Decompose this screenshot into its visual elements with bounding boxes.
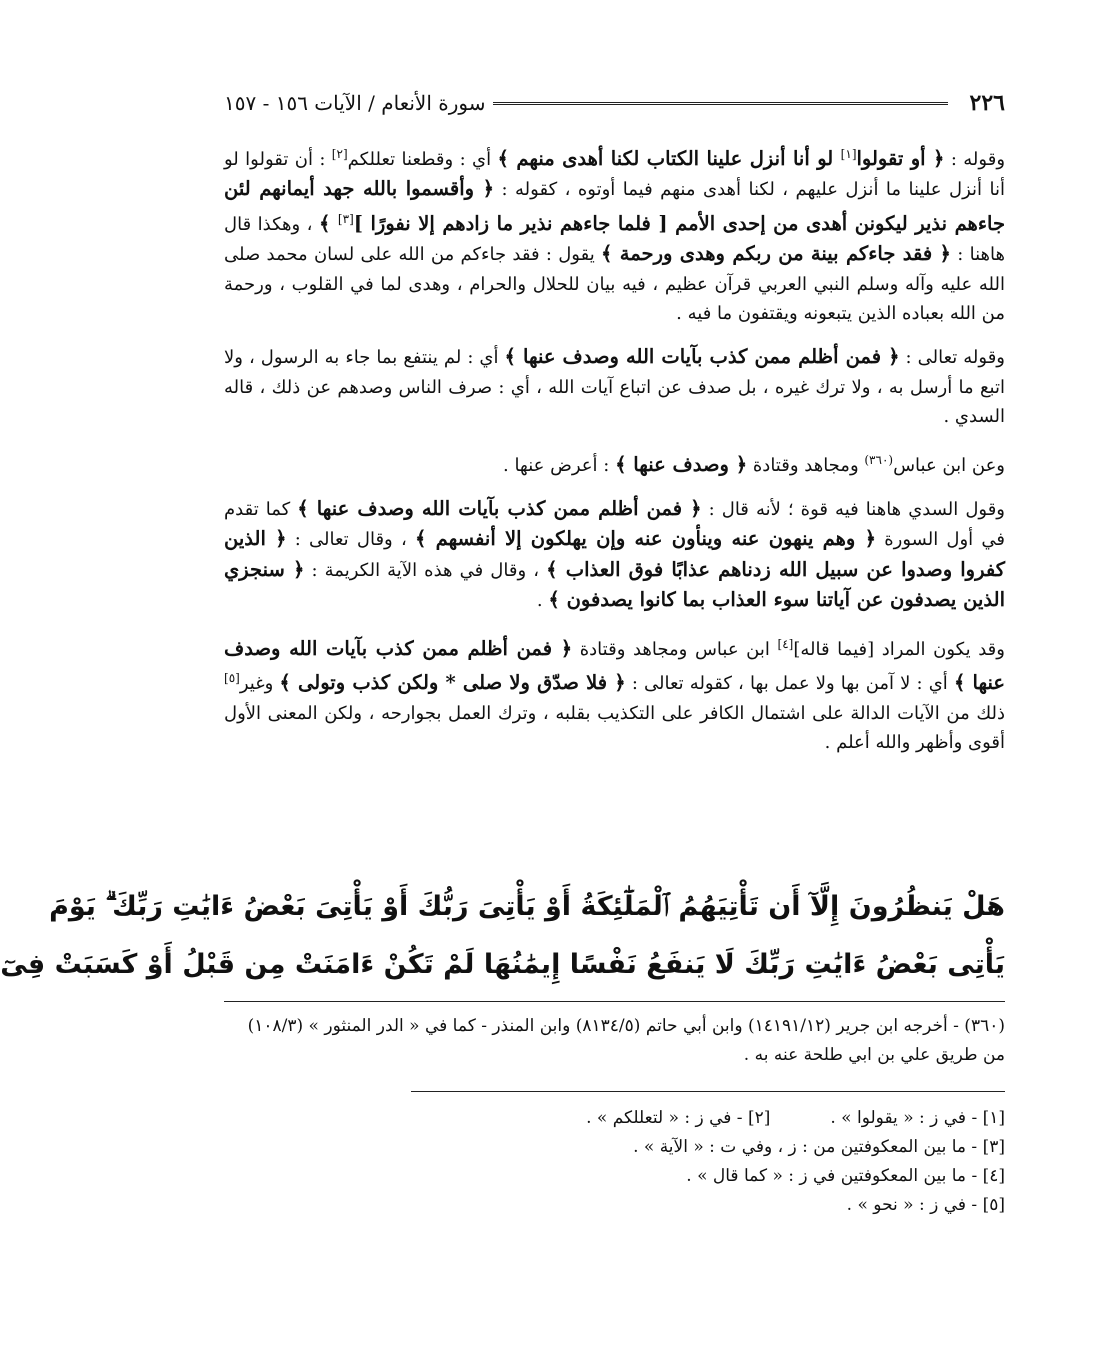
- text-run: ، وقال في هذه الآية الكريمة :: [304, 559, 547, 581]
- quran-quote: ﴿ فمن أظلم ممن كذب بآيات الله وصدف عنها ﴾: [504, 345, 900, 369]
- quran-quote: ﴾: [318, 211, 338, 235]
- note-5: [٥] - في ز : « نحو » .: [846, 1195, 1005, 1215]
- footnote-ref[interactable]: (٣٦٠): [864, 452, 894, 467]
- text-run: ابن عباس ومجاهد وقتادة: [572, 638, 778, 660]
- text-run: : أن تقولوا لو أنا أنزل علينا ما أنزل عليهم ، لكنا أهدى منهم فيما أوتوه ، كقوله :: [224, 149, 1005, 201]
- quran-quote: ﴿ فلا صدّق ولا صلى * ولكن كذب وتولى ﴾: [279, 671, 626, 695]
- verse-line-1: هَلْ يَنظُرُونَ إِلَّآ أَن تَأْتِيَهُمُ ٱلْمَلَٰٓئِكَةُ أَوْ يَأْتِىَ رَبُّكَ أَوْ يَأْتِىَ بَعْضُ ءَايَٰتِ رَبِّكَ ۗ يَوْمَ: [49, 891, 1005, 922]
- text-run: .: [536, 590, 549, 612]
- text-run: يقول : فقد جاءكم من الله على لسان محمد صلى الله عليه وآله وسلم النبي العربي قرآن عظيم ، فيه بيان للحلال والحرام ، وهدى لما في القلوب ، ورحمة من الله بعباده الذين يتبعونه ويقتفون ما فيه .: [224, 244, 1005, 325]
- notes-divider: [411, 1091, 1005, 1092]
- variant-notes: [224, 1104, 1005, 1220]
- verse-line-2: يَأْتِى بَعْضُ ءَايَٰتِ رَبِّكَ لَا يَنفَعُ نَفْسًا إِيمَٰنُهَا لَمْ تَكُنْ ءَامَنَتْ مِن قَبْلُ أَوْ كَسَبَتْ فِىٓ: [0, 949, 1005, 980]
- header-double-rule: [493, 102, 947, 105]
- quran-quote: ﴿ فمن أظلم ممن كذب بآيات الله وصدف عنها ﴾: [297, 497, 702, 521]
- running-header: [224, 86, 1005, 120]
- paragraph-4: [224, 494, 1005, 616]
- quran-quote: ﴿ الذين كفروا وصدوا عن سبيل الله زدناهم عذابًا فوق العذاب ﴾: [224, 527, 1005, 581]
- quran-quote: ﴿ وأقسموا بالله جهد أيمانهم لئن جاءهم نذير ليكونن أهدى من إحدى الأمم [ فلما جاءهم نذير ما زادهم إلا نفورًا ]: [224, 177, 1006, 235]
- running-title: سورة الأنعام / الآيات ١٥٦ - ١٥٧: [224, 91, 486, 115]
- footnote-ref[interactable]: [١]: [840, 147, 857, 161]
- takhrij-note: (٣٦٠) - أخرجه ابن جرير (١٤١٩١/١٢) وابن أبي حاتم (٨١٣٤/٥) وابن المنذر - كما في « الدر المنثور » (١٠٨/٣) من طريق علي بن ابي طلحة عنه به .: [247, 1016, 1005, 1065]
- paragraph-3: [224, 446, 1005, 480]
- quran-quote: ﴿ فقد جاءكم بينة من ربكم وهدى ورحمة ﴾: [601, 242, 951, 266]
- footnote-ref[interactable]: [٤]: [777, 636, 794, 651]
- note-4: [٤] - ما بين المعكوفتين في ز : « كما قال » .: [686, 1166, 1005, 1186]
- paragraph-2: [224, 342, 1005, 431]
- quran-quote: ﴿ سنجزي الذين يصدفون عن آياتنا سوء العذاب بما كانوا يصدفون ﴾: [224, 557, 1005, 612]
- quran-quote: ﴿ وهم ينهون عنه وينأون عنه وإن يهلكون إلا أنفسهم ﴾: [414, 527, 877, 551]
- text-run: ومجاهد وقتادة: [747, 454, 865, 476]
- text-run: وقوله تعالى :: [899, 347, 1005, 369]
- paragraph-1: [224, 140, 1005, 328]
- text-run: أي : وقطعنا تعللكم: [347, 149, 498, 170]
- footnote-ref[interactable]: [٥]: [224, 671, 240, 686]
- text-run: وقد يكون المراد [فيما قاله]: [793, 638, 1005, 660]
- quran-quote: ﴿ فمن أظلم ممن كذب بآيات الله وصدف عنها ﴾: [224, 636, 1005, 695]
- text-run: وعن ابن عباس: [893, 454, 1005, 476]
- quran-quote: ﴿ وصدف عنها ﴾: [615, 452, 748, 476]
- quran-verse-block: [0, 878, 1005, 994]
- text-run: ، وقال تعالى :: [286, 529, 415, 551]
- note-1: [١] - في ز : « يقولوا » .: [830, 1108, 1005, 1128]
- text-run: وغير: [239, 673, 280, 695]
- page-number: ٢٢٦: [969, 90, 1005, 116]
- footnote-divider: [224, 1001, 1005, 1002]
- footnote-ref[interactable]: [٢]: [331, 147, 348, 161]
- text-run: ، وهكذا قال هاهنا :: [224, 213, 1005, 266]
- quran-quote: ﴿ أو تقولوا: [856, 147, 945, 170]
- text-run: : أعرض عنها .: [503, 454, 616, 476]
- paragraph-5: [224, 630, 1005, 758]
- notes-row: [224, 1104, 1005, 1133]
- text-run: وقوله :: [944, 149, 1006, 170]
- text-run: أي : لا آمن بها ولا عمل بها ، كقوله تعالى :: [625, 673, 954, 695]
- quran-quote: لو أنا أنزل علينا الكتاب لكنا أهدى منهم ﴾: [497, 147, 841, 170]
- main-text: [224, 140, 1005, 771]
- text-run: وقول السدي هاهنا فيه قوة ؛ لأنه قال :: [701, 499, 1006, 521]
- footnote-ref[interactable]: [٣]: [337, 211, 354, 226]
- text-run: ذلك من الآيات الدالة على اشتمال الكافر على التكذيب بقلبه ، وترك العمل بجوارحه ، ولكن المعنى الأول أقوى وأظهر والله أعلم .: [224, 702, 1005, 753]
- text-run: أي : لم ينتفع بما جاء به الرسول ، ولا اتبع ما أرسل به ، ولا ترك غيره ، بل صدف عن اتباع آيات الله ، أي : صرف الناس وصدهم عن ذلك ، قاله السدي .: [224, 347, 1005, 428]
- text-run: كما تقدم في أول السورة: [224, 499, 1005, 551]
- note-3: [٣] - ما بين المعكوفتين من : ز ، وفي ت : « الآية » .: [633, 1137, 1005, 1157]
- note-2: [٢] - في ز : « لتعللكم » .: [586, 1108, 771, 1128]
